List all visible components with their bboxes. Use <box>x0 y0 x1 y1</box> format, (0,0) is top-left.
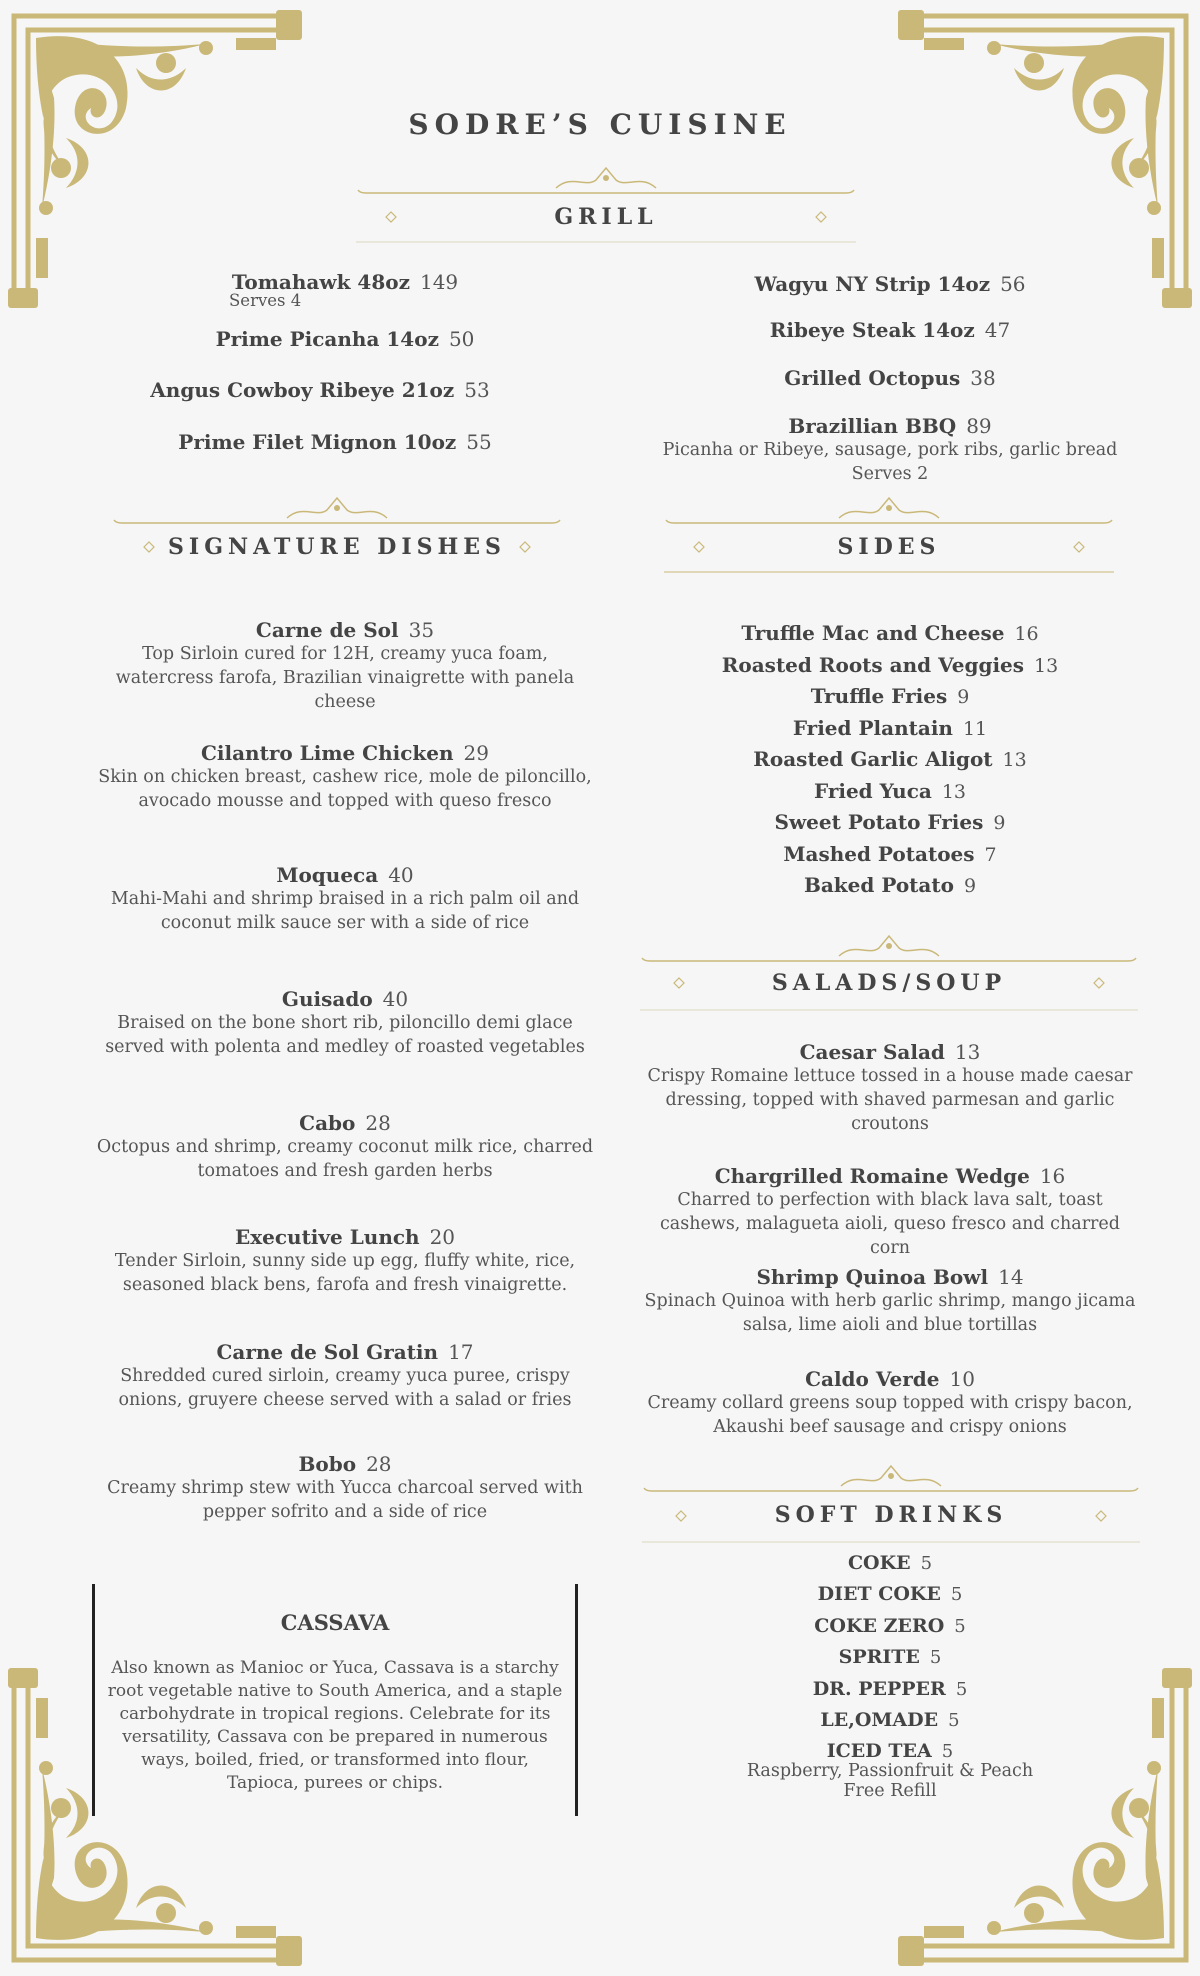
cassava-info-box <box>92 1584 578 1816</box>
menu-item <box>95 987 595 1059</box>
item-price: 40 <box>382 987 409 1011</box>
item-price: 56 <box>1000 272 1026 296</box>
corner-ornament-icon <box>6 8 306 313</box>
list-item <box>640 1642 1140 1673</box>
menu-item <box>95 378 545 402</box>
restaurant-name: SODRE’S CUISINE <box>408 108 792 141</box>
item-price: 20 <box>429 1225 456 1249</box>
item-name: Caldo Verde <box>805 1367 940 1391</box>
item-name: Grilled Octopus <box>784 366 961 390</box>
menu-item <box>640 366 1140 390</box>
item-name: Cilantro Lime Chicken <box>200 741 454 765</box>
item-name: Prime Filet Mignon 10oz <box>178 430 457 454</box>
item-name: Truffle Fries <box>810 684 948 708</box>
menu-item <box>95 1225 595 1297</box>
menu-item <box>640 414 1140 486</box>
item-name: Brazillian BBQ <box>788 414 957 438</box>
item-description: Spinach Quinoa with herb garlic shrimp, mango jicama salsa, lime aioli and blue tortillas <box>644 1291 1136 1335</box>
item-description: Crispy Romaine lettuce tossed in a house made caesar dressing, topped with shaved parmesan and garlic croutons <box>647 1066 1133 1134</box>
menu-item <box>95 618 595 714</box>
list-item <box>640 1579 1140 1610</box>
item-price: 55 <box>466 430 492 454</box>
drinks-section-header <box>642 1458 1140 1548</box>
item-description: Top Sirloin cured for 12H, creamy yuca foam, watercress farofa, Brazilian vinaigrette with panela cheese <box>115 644 575 712</box>
item-name: COKE ZERO <box>814 1614 945 1637</box>
item-name: Angus Cowboy Ribeye 21oz <box>150 378 455 402</box>
item-name: COKE <box>847 1552 911 1574</box>
item-price: 9 <box>963 875 977 897</box>
item-price: 5 <box>941 1741 954 1763</box>
item-description: Braised on the bone short rib, piloncillo demi glace served with polenta and medley of roasted vegetables <box>105 1013 585 1057</box>
item-name: Executive Lunch <box>234 1225 420 1249</box>
item-price: 14 <box>998 1265 1024 1289</box>
item-price: 13 <box>1002 749 1027 771</box>
item-price: 5 <box>929 1647 942 1669</box>
item-name: Ribeye Steak 14oz <box>769 318 975 342</box>
item-price: 89 <box>966 414 992 438</box>
item-price: 7 <box>984 843 997 866</box>
menu-item <box>95 863 595 935</box>
menu-item <box>640 1164 1140 1260</box>
menu-item <box>95 741 595 813</box>
item-name: ICED TEA <box>826 1740 932 1763</box>
list-item <box>640 744 1140 776</box>
grill-section-header <box>356 160 856 250</box>
sides-heading: SIDES <box>837 534 941 560</box>
item-name: SPRITE <box>838 1646 920 1669</box>
item-price: 16 <box>1039 1164 1066 1188</box>
signature-heading: SIGNATURE DISHES <box>168 534 506 560</box>
sides-section-header <box>664 490 1114 580</box>
item-price: 149 <box>419 270 459 294</box>
ornamental-corner-top-right <box>894 8 1194 313</box>
item-description: Tender Sirloin, sunny side up egg, fluffy white, rice, seasoned black bens, farofa and fresh vinaigrette. <box>114 1251 576 1295</box>
iced-tea-note <box>640 1761 1140 1801</box>
item-description: Creamy shrimp stew with Yucca charcoal served with pepper sofrito and a side of rice <box>107 1478 583 1522</box>
item-price: 13 <box>954 1040 981 1064</box>
item-description: Creamy collard greens soup topped with crispy bacon, Akaushi beef sausage and crispy onions <box>647 1393 1133 1437</box>
item-price: 50 <box>448 327 475 351</box>
item-name: LE,OMADE <box>820 1708 939 1731</box>
item-price: 16 <box>1014 623 1039 645</box>
item-name: Caesar Salad <box>799 1040 945 1064</box>
item-name: Roasted Garlic Aligot <box>753 747 993 771</box>
item-name: Chargrilled Romaine Wedge <box>714 1164 1030 1188</box>
drinks-heading: SOFT DRINKS <box>774 1502 1008 1528</box>
list-item <box>640 681 1140 713</box>
item-name: Fried Yuca <box>813 778 932 803</box>
menu-item <box>640 1040 1140 1136</box>
menu-item <box>120 327 570 351</box>
corner-ornament-icon <box>894 8 1194 313</box>
list-item <box>640 1548 1140 1579</box>
item-name: Bobo <box>298 1452 357 1476</box>
item-price: 17 <box>448 1340 474 1364</box>
list-item <box>640 1705 1140 1736</box>
sides-list <box>640 618 1140 902</box>
item-price: 9 <box>993 812 1006 834</box>
menu-item <box>640 1367 1140 1439</box>
list-item <box>640 1674 1140 1705</box>
item-price: 9 <box>957 686 970 708</box>
item-name: Moqueca <box>276 863 379 887</box>
item-price: 38 <box>970 366 996 390</box>
item-name: Fried Plantain <box>792 715 953 740</box>
item-name: Sweet Potato Fries <box>774 810 984 834</box>
item-price: 47 <box>984 318 1011 342</box>
list-item <box>640 713 1140 745</box>
grill-heading: GRILL <box>554 204 658 230</box>
free-refill-note: Free Refill <box>843 1781 937 1801</box>
menu-item <box>640 1265 1140 1337</box>
item-name: Mashed Potatoes <box>783 841 975 866</box>
item-name: Shrimp Quinoa Bowl <box>756 1265 989 1289</box>
item-description: Mahi-Mahi and shrimp braised in a rich palm oil and coconut milk sauce ser with a side of rice <box>110 889 580 933</box>
item-name: Truffle Mac and Cheese <box>741 621 1005 645</box>
item-price: 13 <box>1034 654 1059 677</box>
menu-item <box>120 270 570 294</box>
item-price: 35 <box>408 618 435 642</box>
ornamental-corner-top-left <box>6 8 306 313</box>
item-description: Octopus and shrimp, creamy coconut milk rice, charred tomatoes and fresh garden herbs <box>96 1137 594 1181</box>
item-name: Carne de Sol Gratin <box>216 1340 439 1364</box>
item-price: 10 <box>949 1367 975 1391</box>
item-name: Baked Potato <box>803 873 954 897</box>
item-price: 29 <box>463 741 489 765</box>
item-price: 5 <box>948 1709 960 1731</box>
list-item <box>640 776 1140 808</box>
item-price: 5 <box>955 1678 968 1700</box>
serves-note: Serves 2 <box>851 464 929 484</box>
menu-item <box>640 318 1140 342</box>
item-name: DIET COKE <box>817 1583 941 1606</box>
list-item <box>640 807 1140 839</box>
item-price: 5 <box>920 1553 933 1574</box>
list-item <box>640 618 1140 650</box>
item-price: 28 <box>365 1111 391 1135</box>
item-price: 40 <box>388 863 414 887</box>
list-item <box>640 870 1140 902</box>
item-price: 11 <box>962 717 988 740</box>
menu-item <box>95 1340 595 1412</box>
item-price: 13 <box>941 780 967 803</box>
drinks-list <box>640 1548 1140 1768</box>
item-description: Skin on chicken breast, cashew rice, mole de piloncillo, avocado mousse and topped with queso fresco <box>98 767 592 811</box>
menu-item <box>95 1452 595 1524</box>
iced-tea-flavors: Raspberry, Passionfruit & Peach <box>746 1761 1034 1781</box>
list-item <box>640 650 1140 682</box>
menu-item <box>640 272 1140 296</box>
item-price: 5 <box>950 1584 963 1606</box>
item-price: 5 <box>954 1615 966 1637</box>
item-name: Tomahawk 48oz <box>231 270 410 294</box>
item-name: Carne de Sol <box>255 618 399 642</box>
item-name: Cabo <box>299 1111 356 1135</box>
salads-heading: SALADS/SOUP <box>771 970 1007 996</box>
menu-item <box>95 1111 595 1183</box>
item-name: Prime Picanha 14oz <box>215 327 439 351</box>
item-description: Picanha or Ribeye, sausage, pork ribs, garlic bread <box>662 440 1118 460</box>
list-item <box>640 1611 1140 1642</box>
list-item <box>640 839 1140 871</box>
item-name: Guisado <box>281 987 373 1011</box>
serves-note: Serves 4 <box>229 291 302 310</box>
menu-item <box>110 430 560 454</box>
item-price: 28 <box>366 1452 392 1476</box>
item-price: 53 <box>464 378 490 402</box>
item-description: Shredded cured sirloin, creamy yuca puree, crispy onions, gruyere cheese served with a salad or fries <box>118 1366 572 1410</box>
item-name: Wagyu NY Strip 14oz <box>754 272 991 296</box>
cassava-description: Also known as Manioc or Yuca, Cassava is a starchy root vegetable native to South America, and a staple carbohydrate in tropical regions. Celebrate for its versatility, Cassava con be prepared in numerous ways, boiled, fried, or transformed into flour, Tapioca, purees or chips. <box>107 1658 563 1793</box>
item-name: DR. PEPPER <box>812 1677 946 1700</box>
signature-section-header <box>112 490 562 580</box>
cassava-title: CASSAVA <box>280 1610 390 1635</box>
item-name: Roasted Roots and Veggies <box>721 652 1025 677</box>
salads-section-header <box>640 928 1138 1018</box>
item-description: Charred to perfection with black lava salt, toast cashews, malagueta aioli, queso fresco and charred corn <box>660 1190 1120 1258</box>
